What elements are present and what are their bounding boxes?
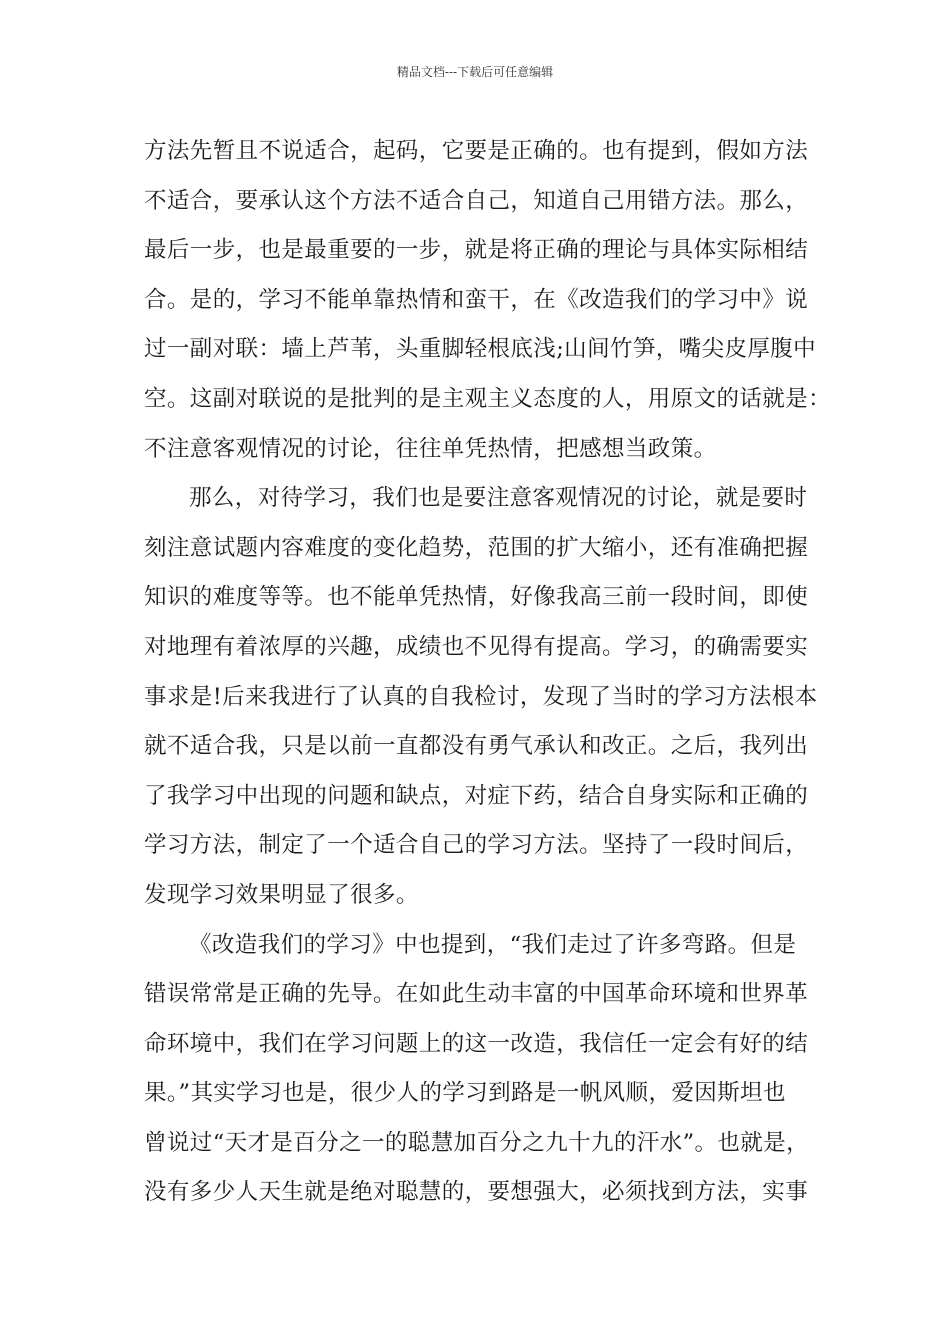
- paragraph-3: [144, 921, 834, 1219]
- text-line: 没有多少人天生就是绝对聪慧的，要想强大，必须找到方法，实事: [144, 1179, 809, 1206]
- text-line-first: 那么，对待学习，我们也是要注意客观情况的讨论，就是要时: [189, 485, 808, 512]
- text-line: 空。这副对联说的是批判的是主观主义态度的人，用原文的话就是：: [144, 385, 832, 412]
- text-line: 不适合，要承认这个方法不适合自己，知道自己用错方法。那么，: [144, 187, 809, 214]
- text-line: 对地理有着浓厚的兴趣，成绩也不见得有提高。学习，的确需要实: [144, 633, 809, 660]
- text-line: 曾说过“天才是百分之一的聪慧加百分之九十九的汗水”。也就是，: [144, 1129, 810, 1156]
- text-line-first: 《改造我们的学习》中也提到，“我们走过了许多弯路。但是: [189, 931, 797, 958]
- text-line: 事求是!后来我进行了认真的自我检讨，发现了当时的学习方法根本: [144, 683, 818, 710]
- text-line: 知识的难度等等。也不能单凭热情，好像我高三前一段时间，即使: [144, 584, 809, 611]
- text-line: 错误常常是正确的先导。在如此生动丰富的中国革命环境和世界革: [144, 981, 809, 1008]
- text-line: 过一副对联：墙上芦苇，头重脚轻根底浅;山间竹笋，嘴尖皮厚腹中: [144, 336, 817, 363]
- text-line: 最后一步，也是最重要的一步，就是将正确的理论与具体实际相结: [144, 237, 809, 264]
- text-line: 不注意客观情况的讨论，往往单凭热情，把感想当政策。: [144, 435, 717, 462]
- text-line: 刻注意试题内容难度的变化趋势，范围的扩大缩小，还有准确把握: [144, 534, 809, 561]
- text-line: 合。是的，学习不能单靠热情和蛮干，在《改造我们的学习中》说: [144, 286, 809, 313]
- paragraph-2: [144, 474, 834, 920]
- text-line: 了我学习中出现的问题和缺点，对症下药，结合自身实际和正确的: [144, 782, 809, 809]
- text-line: 学习方法，制定了一个适合自己的学习方法。坚持了一段时间后，: [144, 832, 809, 859]
- document-body: [144, 127, 834, 1218]
- text-line: 方法先暂且不说适合，起码，它要是正确的。也有提到，假如方法: [144, 138, 809, 164]
- page-header: 精品文档---下载后可任意编辑: [396, 65, 554, 79]
- text-line: 发现学习效果明显了很多。: [144, 881, 419, 908]
- text-line: 果。”其实学习也是，很少人的学习到路是一帆风顺，爱因斯坦也: [144, 1080, 786, 1107]
- text-line: 就不适合我，只是以前一直都没有勇气承认和改正。之后，我列出: [144, 733, 809, 760]
- text-line: 命环境中，我们在学习问题上的这一改造，我信任一定会有好的结: [144, 1030, 809, 1057]
- paragraph-1: [144, 127, 834, 474]
